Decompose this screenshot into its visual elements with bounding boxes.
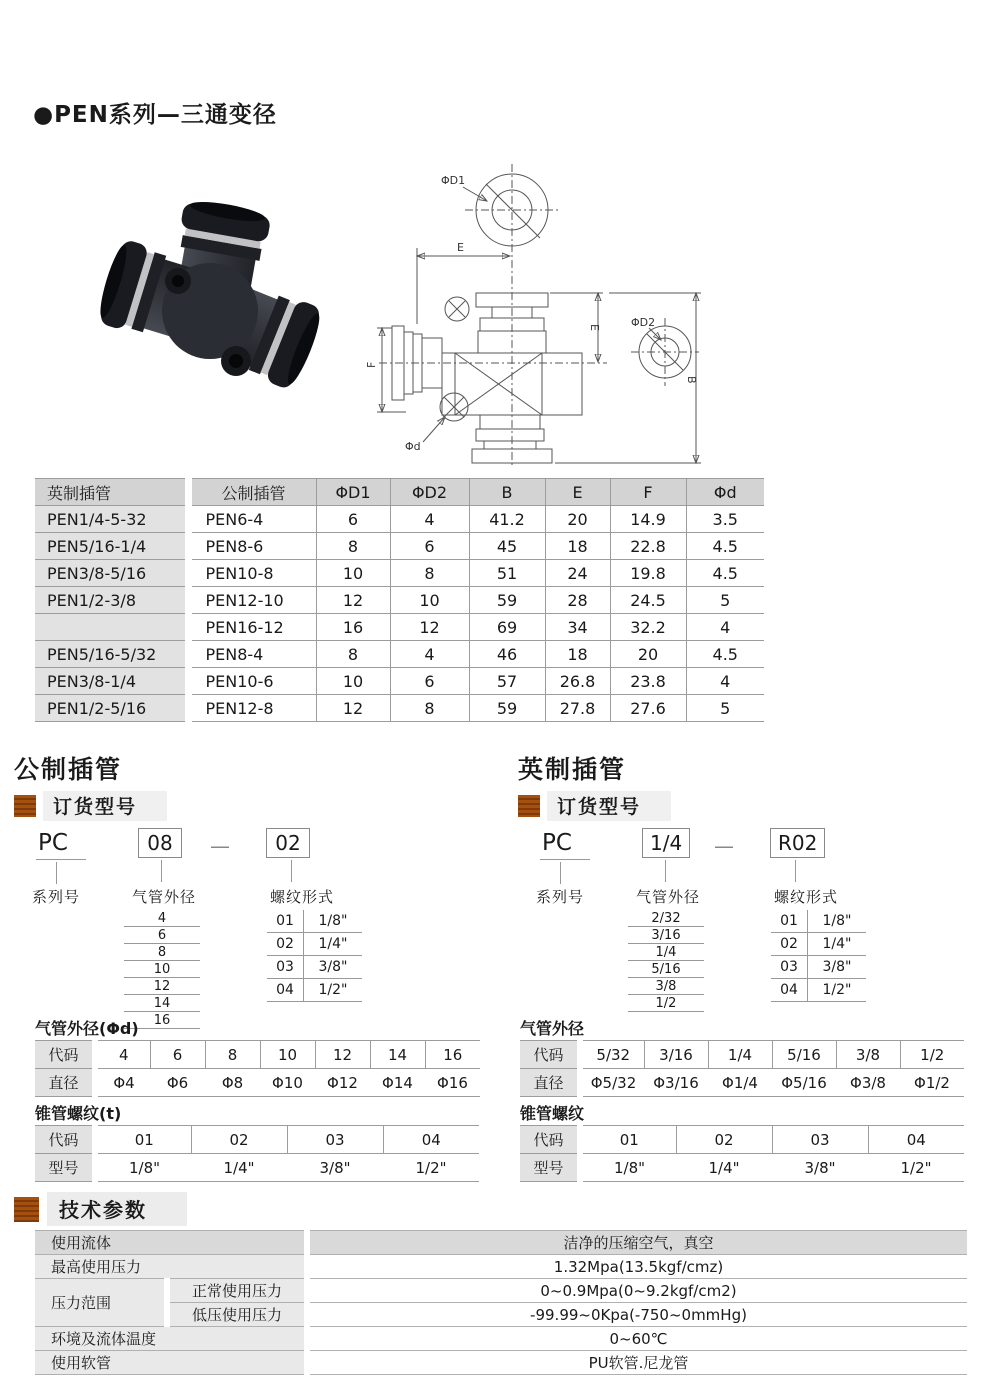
spec-table-header-row: [35, 479, 764, 506]
code-size-box: 1/4: [642, 828, 690, 858]
table-cell: 18: [545, 533, 610, 560]
table-cell: PEN8-4: [188, 641, 316, 668]
table-cell: 23.8: [610, 668, 686, 695]
table-cell: Φ10: [260, 1069, 315, 1097]
table-cell: 1/2": [868, 1154, 964, 1182]
table-cell: 12: [316, 587, 390, 614]
table-row: [35, 1255, 967, 1279]
imperial-od-table: [520, 1040, 964, 1097]
table-cell: 16: [124, 1012, 200, 1029]
table-cell: Φ6: [150, 1069, 205, 1097]
table-row: [35, 614, 764, 641]
table-cell: 59: [469, 695, 545, 722]
metric-od-table-title: 气管外径(Φd): [35, 1019, 139, 1038]
table-cell: [35, 614, 188, 641]
table-cell: 14.9: [610, 506, 686, 533]
param-label: 环境及流体温度: [35, 1327, 307, 1351]
column-header: 英制插管: [35, 479, 188, 506]
table-cell: 3/8": [287, 1154, 383, 1182]
table-cell: PEN8-6: [188, 533, 316, 560]
table-cell: 5: [686, 587, 764, 614]
technical-drawing: [365, 156, 710, 471]
table-row: [35, 1231, 967, 1255]
table-cell: 12: [390, 614, 469, 641]
table-cell: 01: [267, 910, 304, 933]
table-cell: 3/8": [808, 956, 867, 979]
table-cell: 8: [124, 944, 200, 961]
column-header: ΦD1: [316, 479, 390, 506]
table-row: [124, 961, 200, 978]
table-cell: 1/2: [628, 995, 704, 1012]
table-row: [35, 1351, 967, 1375]
table-cell: 4: [686, 668, 764, 695]
table-cell: Φ5/16: [772, 1069, 836, 1097]
table-row: [124, 910, 200, 927]
code-dash: —: [714, 834, 734, 858]
param-value: 1.32Mpa(13.5kgf/cmz): [307, 1255, 967, 1279]
column-header: Φd: [686, 479, 764, 506]
table-cell: Φ16: [425, 1069, 480, 1097]
table-cell: Φ14: [370, 1069, 425, 1097]
table-row: [35, 506, 764, 533]
table-cell: 03: [772, 1126, 868, 1154]
table-cell: 51: [469, 560, 545, 587]
connector-line: [795, 860, 796, 882]
table-cell: Φ3/16: [644, 1069, 708, 1097]
table-cell: 27.8: [545, 695, 610, 722]
tech-params-title: 技术参数: [47, 1192, 187, 1226]
imperial-thread-table: [520, 1125, 964, 1182]
dim-label-e2: E: [588, 324, 601, 331]
code-thread-box: 02: [266, 828, 310, 858]
column-header: ΦD2: [390, 479, 469, 506]
table-cell: 03: [267, 956, 304, 979]
table-cell: 直径: [35, 1069, 95, 1097]
table-cell: 03: [287, 1126, 383, 1154]
subsection-title: 订货型号: [547, 791, 671, 821]
table-cell: 1/8": [580, 1154, 676, 1182]
table-row: [771, 933, 866, 956]
table-cell: PEN3/8-5/16: [35, 560, 188, 587]
connector-line: [291, 860, 292, 882]
table-cell: 24.5: [610, 587, 686, 614]
table-cell: 41.2: [469, 506, 545, 533]
table-cell: 1/2": [808, 979, 867, 1002]
table-cell: 01: [580, 1126, 676, 1154]
table-cell: 6: [316, 506, 390, 533]
section-marker-icon: [14, 1197, 39, 1222]
table-cell: 8: [390, 560, 469, 587]
table-cell: 2/32: [628, 910, 704, 927]
table-row: [124, 995, 200, 1012]
table-cell: 1/8": [95, 1154, 191, 1182]
table-cell: Φ12: [315, 1069, 370, 1097]
table-row: [35, 1279, 967, 1303]
table-cell: 24: [545, 560, 610, 587]
table-row: [628, 927, 704, 944]
thread-label: 螺纹形式: [774, 888, 839, 906]
table-cell: PEN3/8-1/4: [35, 668, 188, 695]
code-series: PC: [540, 830, 590, 860]
imperial-thread-table-title: 锥管螺纹: [520, 1104, 585, 1123]
table-cell: PEN6-4: [188, 506, 316, 533]
table-cell: 3/16: [644, 1041, 708, 1069]
tube-od-label: 气管外径: [132, 888, 197, 906]
table-cell: PEN1/4-5-32: [35, 506, 188, 533]
series-label: 系列号: [536, 888, 585, 906]
table-cell: 12: [315, 1041, 370, 1069]
table-cell: 20: [610, 641, 686, 668]
column-header: 公制插管: [188, 479, 316, 506]
table-row: [35, 560, 764, 587]
table-row: [35, 695, 764, 722]
table-row: [628, 961, 704, 978]
table-cell: 8: [205, 1041, 260, 1069]
table-row: [628, 978, 704, 995]
column-header: E: [545, 479, 610, 506]
code-size-box: 08: [138, 828, 182, 858]
table-cell: 04: [868, 1126, 964, 1154]
table-cell: PEN10-8: [188, 560, 316, 587]
thread-options: [267, 910, 362, 1002]
table-cell: 02: [771, 933, 808, 956]
table-row: [771, 956, 866, 979]
table-cell: 8: [390, 695, 469, 722]
table-row: [35, 1069, 480, 1097]
dim-label-d2: ΦD2: [631, 316, 656, 329]
dim-label-d: Φd: [405, 440, 421, 453]
table-row: [124, 944, 200, 961]
table-cell: PEN5/16-5/32: [35, 641, 188, 668]
table-row: [124, 978, 200, 995]
table-cell: 8: [316, 533, 390, 560]
spec-table: [35, 478, 764, 722]
table-cell: 5/16: [772, 1041, 836, 1069]
column-header: B: [469, 479, 545, 506]
table-cell: 1/8": [808, 910, 867, 933]
table-row: [35, 1303, 967, 1327]
table-cell: 5/16: [628, 961, 704, 978]
table-row: [520, 1126, 964, 1154]
table-cell: 26.8: [545, 668, 610, 695]
ordering-section-metric: [14, 750, 494, 1028]
code-series: PC: [36, 830, 86, 860]
param-label: 使用软管: [35, 1351, 307, 1375]
table-cell: 代码: [35, 1041, 95, 1069]
table-cell: 10: [316, 668, 390, 695]
table-cell: 3.5: [686, 506, 764, 533]
table-cell: PEN1/2-5/16: [35, 695, 188, 722]
table-cell: 代码: [35, 1126, 95, 1154]
table-cell: 22.8: [610, 533, 686, 560]
table-row: [520, 1069, 964, 1097]
table-cell: 03: [771, 956, 808, 979]
table-cell: 16: [425, 1041, 480, 1069]
table-row: [35, 1126, 479, 1154]
table-cell: 代码: [520, 1126, 580, 1154]
table-cell: 5/32: [580, 1041, 644, 1069]
table-cell: 4: [124, 910, 200, 927]
table-cell: 20: [545, 506, 610, 533]
table-cell: 10: [260, 1041, 315, 1069]
table-cell: 1/8": [304, 910, 363, 933]
table-cell: Φ5/32: [580, 1069, 644, 1097]
table-row: [267, 956, 362, 979]
table-row: [628, 995, 704, 1012]
metric-od-table: [35, 1040, 480, 1097]
table-cell: 02: [267, 933, 304, 956]
code-dash: —: [210, 834, 230, 858]
table-cell: PEN16-12: [188, 614, 316, 641]
table-cell: 4.5: [686, 641, 764, 668]
table-cell: 16: [316, 614, 390, 641]
table-cell: 直径: [520, 1069, 580, 1097]
param-label: 最高使用压力: [35, 1255, 307, 1279]
table-cell: 46: [469, 641, 545, 668]
table-cell: PEN5/16-1/4: [35, 533, 188, 560]
connector-line: [665, 860, 666, 882]
table-row: [267, 933, 362, 956]
param-value: 0~0.9Mpa(0~9.2kgf/cm2): [307, 1279, 967, 1303]
table-row: [520, 1154, 964, 1182]
table-row: [267, 979, 362, 1002]
param-value: PU软管.尼龙管: [307, 1351, 967, 1375]
table-cell: 45: [469, 533, 545, 560]
table-row: [35, 668, 764, 695]
table-row: [267, 910, 362, 933]
param-value: 0~60℃: [307, 1327, 967, 1351]
table-cell: 10: [124, 961, 200, 978]
metric-thread-table: [35, 1125, 479, 1182]
table-cell: PEN12-8: [188, 695, 316, 722]
table-cell: 4: [390, 641, 469, 668]
param-sublabel: 正常使用压力: [167, 1279, 307, 1303]
section-marker-icon: [518, 795, 540, 817]
metric-thread-table-title: 锥管螺纹(t): [35, 1104, 122, 1123]
table-cell: 4: [390, 506, 469, 533]
table-cell: 12: [124, 978, 200, 995]
table-cell: 10: [316, 560, 390, 587]
section-title: 英制插管: [518, 755, 627, 784]
order-code-subsection: [14, 794, 167, 818]
table-cell: 01: [95, 1126, 191, 1154]
table-cell: 59: [469, 587, 545, 614]
tube-od-options: [124, 910, 200, 1029]
table-cell: 1/4: [628, 944, 704, 961]
table-cell: 6: [124, 927, 200, 944]
table-row: [35, 587, 764, 614]
table-row: [520, 1041, 964, 1069]
connector-line: [560, 862, 561, 884]
table-cell: 14: [370, 1041, 425, 1069]
table-cell: 4.5: [686, 560, 764, 587]
table-cell: 01: [771, 910, 808, 933]
table-row: [35, 1154, 479, 1182]
param-value: -99.99~0Kpa(-750~0mmHg): [307, 1303, 967, 1327]
table-row: [35, 1041, 480, 1069]
ordering-section-imperial: [518, 750, 998, 1018]
table-cell: PEN1/2-3/8: [35, 587, 188, 614]
table-cell: Φ3/8: [836, 1069, 900, 1097]
table-row: [124, 927, 200, 944]
table-cell: 6: [390, 668, 469, 695]
table-cell: PEN12-10: [188, 587, 316, 614]
table-cell: 04: [771, 979, 808, 1002]
table-cell: 代码: [520, 1041, 580, 1069]
table-row: [771, 979, 866, 1002]
table-cell: PEN10-6: [188, 668, 316, 695]
table-cell: 04: [267, 979, 304, 1002]
table-cell: 型号: [520, 1154, 580, 1182]
subsection-title: 订货型号: [43, 791, 167, 821]
tube-od-label: 气管外径: [636, 888, 701, 906]
table-cell: 57: [469, 668, 545, 695]
section-marker-icon: [14, 795, 36, 817]
tee-fitting-photo: [94, 197, 327, 392]
table-cell: 3/8": [772, 1154, 868, 1182]
table-cell: 1/2": [383, 1154, 479, 1182]
table-cell: 8: [316, 641, 390, 668]
table-cell: 34: [545, 614, 610, 641]
tech-params-table: [35, 1230, 967, 1375]
imperial-od-table-title: 气管外径: [520, 1019, 585, 1038]
table-cell: 1/4": [304, 933, 363, 956]
table-cell: Φ1/4: [708, 1069, 772, 1097]
table-cell: 3/8: [628, 978, 704, 995]
table-cell: 1/4": [676, 1154, 772, 1182]
table-cell: 3/16: [628, 927, 704, 944]
table-cell: 28: [545, 587, 610, 614]
table-cell: 4: [95, 1041, 150, 1069]
product-photo: [60, 163, 370, 453]
table-cell: 4.5: [686, 533, 764, 560]
table-cell: 6: [150, 1041, 205, 1069]
connector-line: [56, 862, 57, 884]
param-sublabel: 低压使用压力: [167, 1303, 307, 1327]
section-title: 公制插管: [14, 755, 123, 784]
table-cell: Φ4: [95, 1069, 150, 1097]
param-label: 压力范围: [35, 1279, 167, 1327]
order-code-subsection: [518, 794, 671, 818]
table-cell: 10: [390, 587, 469, 614]
table-row: [771, 910, 866, 933]
table-cell: 5: [686, 695, 764, 722]
table-row: [35, 1327, 967, 1351]
table-cell: 1/2: [900, 1041, 964, 1069]
param-value: 洁净的压缩空气，真空: [307, 1231, 967, 1255]
table-cell: 3/8: [836, 1041, 900, 1069]
table-cell: 型号: [35, 1154, 95, 1182]
table-row: [628, 910, 704, 927]
thread-options: [771, 910, 866, 1002]
column-header: F: [610, 479, 686, 506]
table-cell: 3/8": [304, 956, 363, 979]
table-cell: 1/4: [708, 1041, 772, 1069]
table-cell: 1/4": [191, 1154, 287, 1182]
tube-od-options: [628, 910, 704, 1012]
dim-label-f: F: [365, 361, 378, 368]
code-thread-box: R02: [770, 828, 825, 858]
table-cell: 32.2: [610, 614, 686, 641]
series-label: 系列号: [32, 888, 81, 906]
table-row: [628, 944, 704, 961]
table-cell: Φ8: [205, 1069, 260, 1097]
table-cell: 04: [383, 1126, 479, 1154]
table-cell: 12: [316, 695, 390, 722]
table-cell: 1/4": [808, 933, 867, 956]
dim-label-d1: ΦD1: [441, 174, 466, 187]
table-cell: 19.8: [610, 560, 686, 587]
table-cell: 1/2": [304, 979, 363, 1002]
table-cell: Φ1/2: [900, 1069, 964, 1097]
dim-label-e1: E: [457, 241, 464, 254]
table-row: [35, 641, 764, 668]
connector-line: [161, 860, 162, 882]
table-cell: 18: [545, 641, 610, 668]
table-cell: 4: [686, 614, 764, 641]
tech-params-header: [14, 1192, 187, 1226]
table-row: [35, 533, 764, 560]
thread-label: 螺纹形式: [270, 888, 335, 906]
table-cell: 02: [191, 1126, 287, 1154]
param-label: 使用流体: [35, 1231, 307, 1255]
table-cell: 27.6: [610, 695, 686, 722]
page-title: ●PEN系列—三通变径: [33, 102, 277, 128]
table-cell: 14: [124, 995, 200, 1012]
table-cell: 6: [390, 533, 469, 560]
dim-label-b: B: [685, 376, 698, 384]
table-cell: 69: [469, 614, 545, 641]
table-cell: 02: [676, 1126, 772, 1154]
